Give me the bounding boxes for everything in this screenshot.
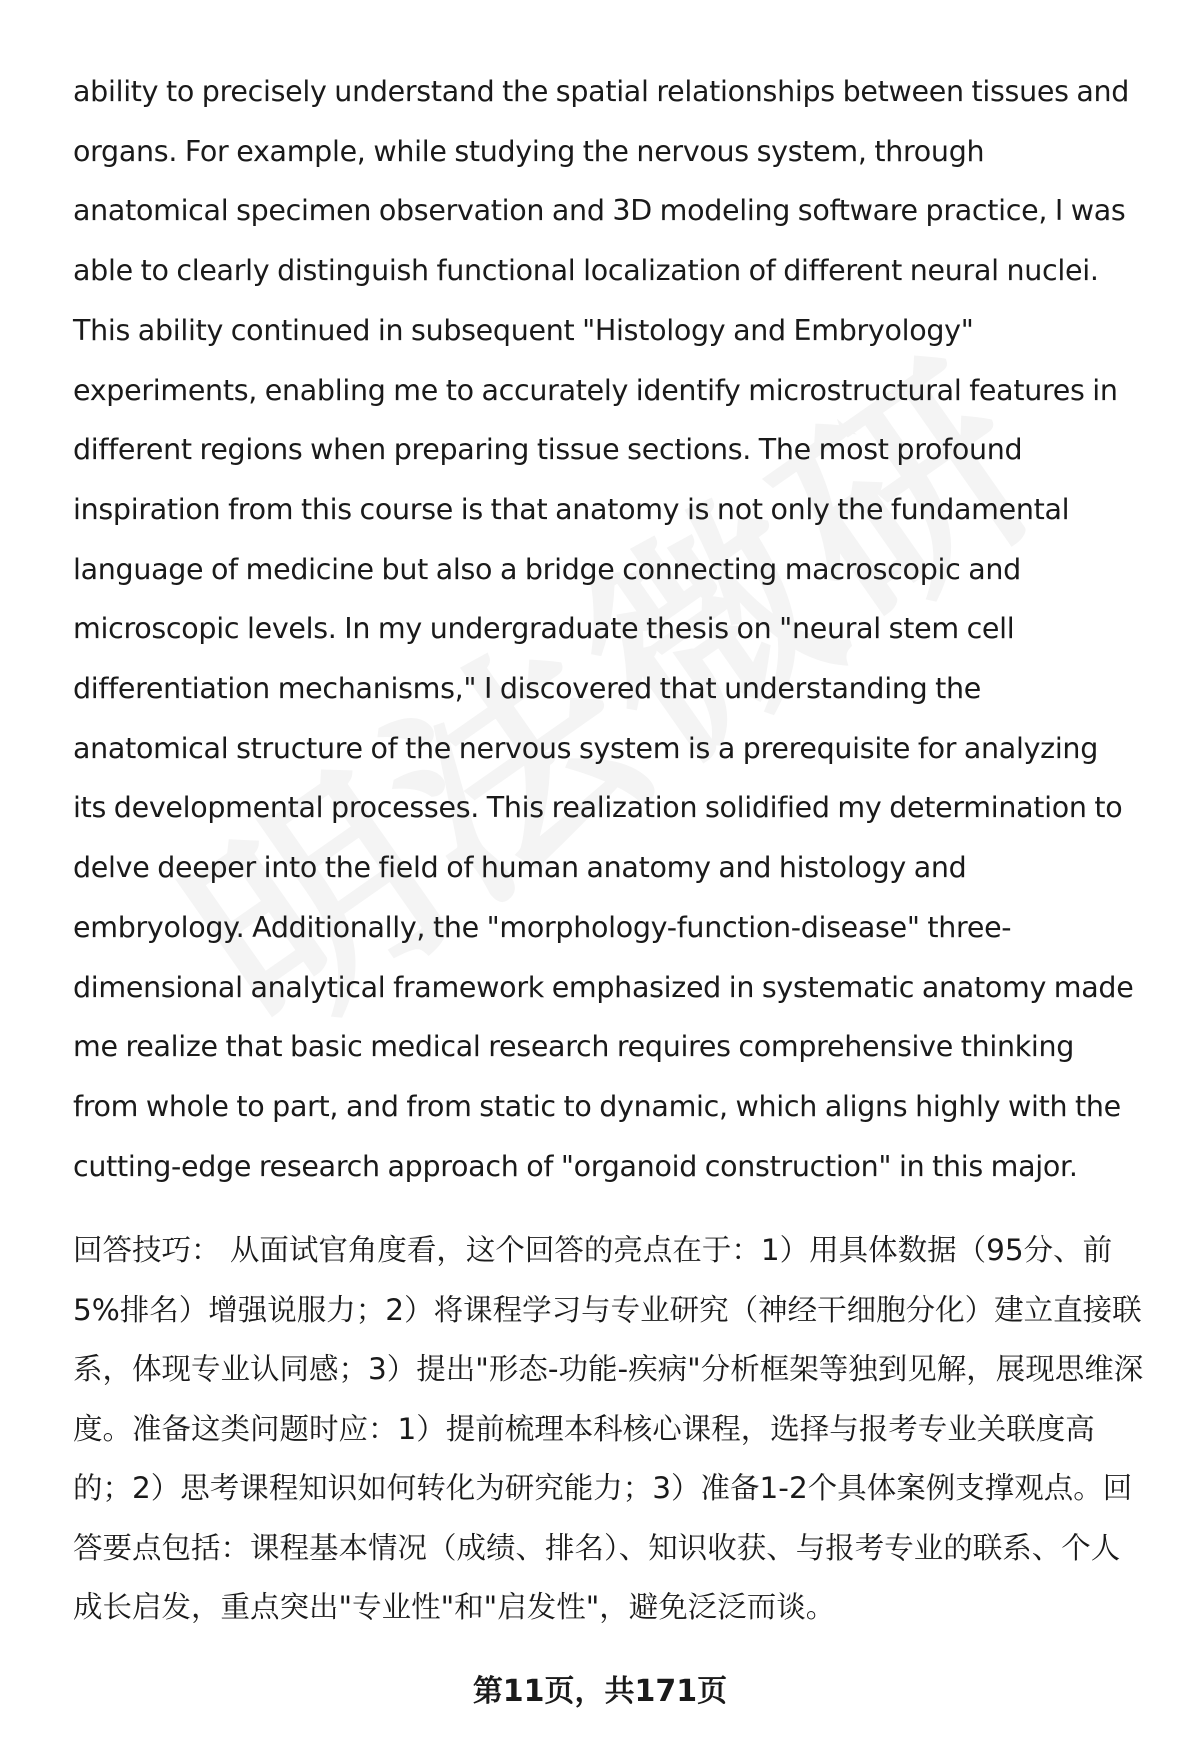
paragraph-line: organs. For example, while studying the nervous system, through (73, 134, 985, 168)
tips-line: 答要点包括：课程基本情况（成绩、排名）、知识收获、与报考专业的联系、个人 (73, 1530, 1121, 1565)
paragraph-line: cutting-edge research approach of "organoid construction" in this major. (73, 1149, 1078, 1183)
paragraph-line: microscopic levels. In my undergraduate thesis on "neural stem cell (73, 612, 1015, 646)
paragraph-line: inspiration from this course is that anatomy is not only the fundamental (73, 492, 1070, 526)
tips-line: 5%排名）增强说服力；2）将课程学习与专业研究（神经干细胞分化）建立直接联 (73, 1292, 1142, 1327)
paragraph-line: delve deeper into the field of human anatomy and histology and (73, 851, 967, 885)
tips-line: 系，体现专业认同感；3）提出"形态-功能-疾病"分析框架等独到见解，展现思维深 (73, 1352, 1144, 1386)
paragraph-line: dimensional analytical framework emphasized in systematic anatomy made (73, 970, 1134, 1004)
paragraph-line: differentiation mechanisms," I discovered that understanding the (73, 672, 982, 706)
paragraph-line: This ability continued in subsequent "Histology and Embryology" (73, 313, 974, 347)
paragraph-line: embryology. Additionally, the "morphology-function-disease" three- (73, 910, 1012, 944)
paragraph-line: anatomical structure of the nervous system is a prerequisite for analyzing (73, 731, 1098, 765)
paragraph-line: language of medicine but also a bridge connecting macroscopic and (73, 552, 1021, 586)
tips-line: 成长启发，重点突出"专业性"和"启发性"，避免泛泛而谈。 (73, 1590, 836, 1624)
tips-line: 的；2）思考课程知识如何转化为研究能力；3）准备1-2个具体案例支撑观点。回 (73, 1471, 1133, 1505)
answer-tips (73, 1221, 1153, 1638)
paragraph-line: its developmental processes. This realization solidified my determination to (73, 791, 1123, 825)
answer-paragraph (73, 62, 1153, 1196)
tips-line: 度。准备这类问题时应：1）提前梳理本科核心课程，选择与报考专业关联度高 (73, 1411, 1095, 1446)
paragraph-line: me realize that basic medical research requires comprehensive thinking (73, 1030, 1075, 1064)
paragraph-line: anatomical specimen observation and 3D modeling software practice, I was (73, 194, 1126, 228)
paragraph-line: from whole to part, and from static to dynamic, which aligns highly with the (73, 1089, 1121, 1123)
page-number: 第11页，共171页 (472, 1674, 728, 1709)
paragraph-line: different regions when preparing tissue sections. The most profound (73, 433, 1023, 467)
paragraph-line: ability to precisely understand the spatial relationships between tissues and (73, 75, 1130, 108)
paragraph-line: able to clearly distinguish functional localization of different neural nuclei. (73, 254, 1099, 288)
paragraph-line: experiments, enabling me to accurately identify microstructural features in (73, 373, 1118, 407)
tips-line: 回答技巧： 从面试官角度看，这个回答的亮点在于：1）用具体数据（95分、前 (73, 1233, 1113, 1267)
